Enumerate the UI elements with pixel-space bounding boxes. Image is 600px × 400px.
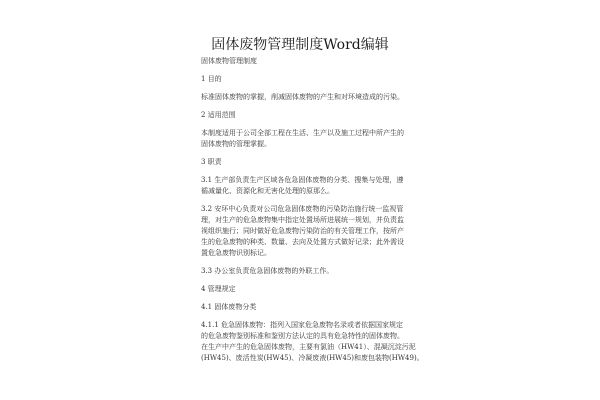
paragraph-line: 视组织施行；同时做好危急废物污染防治的有关管理工作，按所产: [201, 227, 404, 235]
section-heading: 3 职责: [201, 158, 222, 166]
paragraph-line: 固体废物的管理掌握。: [201, 140, 271, 148]
document-title: 固体废物管理制度Word编辑: [211, 37, 389, 53]
paragraph-line: 3.3 办公室负责危急固体废物的外联工作。: [201, 267, 334, 275]
paragraph: [201, 175, 421, 197]
section-heading: 4 管理规定: [201, 285, 236, 293]
paragraph-line: 在生产中产生的危急固体废物，主要有氯油（HW41）、混凝沉淀污泥: [201, 343, 416, 351]
section-heading: 2 适用范围: [201, 111, 236, 119]
paragraph: [201, 204, 421, 259]
paragraph-line: (HW45)、废活性炭(HW45)、冷凝废液(HW45)和废包装物(HW49)。: [201, 354, 424, 362]
paragraph-line: 理，对生产的危急废物集中指定处置场所进展统一规划，并负责监: [201, 216, 404, 224]
section-heading: 1 目的: [201, 75, 222, 83]
paragraph-line: 3.2 安环中心负责对公司危急固体废物的污染防治施行统一监视管: [201, 205, 404, 213]
paragraph-line: 的危急废物鉴别标准和鉴别方法认定的具有危急特性的固体废物。: [201, 332, 404, 340]
paragraph-line: 4.1.1 危急固体废物：指列入国家危急废物名录或者依据国家规定: [201, 321, 404, 329]
section-heading: 4.1 固体废物分类: [201, 303, 257, 311]
paragraph: [201, 320, 424, 364]
paragraph: [201, 128, 421, 150]
paragraph-line: 生的危急废物的种类、数量、去向及处置方式做好记录；此外需设: [201, 238, 404, 246]
paragraph-line: 循减量化、资源化和无害化处理的原那么。: [201, 187, 334, 195]
paragraph-line: 本制度适用于公司全部工程在生活、生产以及施工过程中所产生的: [201, 129, 404, 137]
paragraph-line: 置危急废物识别标记。: [201, 249, 271, 257]
paragraph-line: 3.1 生产部负责生产区域各危急固体废物的分类、搜集与处理，遵: [201, 176, 404, 184]
section-heading: 固体废物管理制度: [201, 57, 257, 65]
document-body: [201, 56, 424, 371]
paragraph-line: 标准固体废物的掌握，削减固体废物的产生和对环境造成的污染。: [201, 93, 404, 101]
